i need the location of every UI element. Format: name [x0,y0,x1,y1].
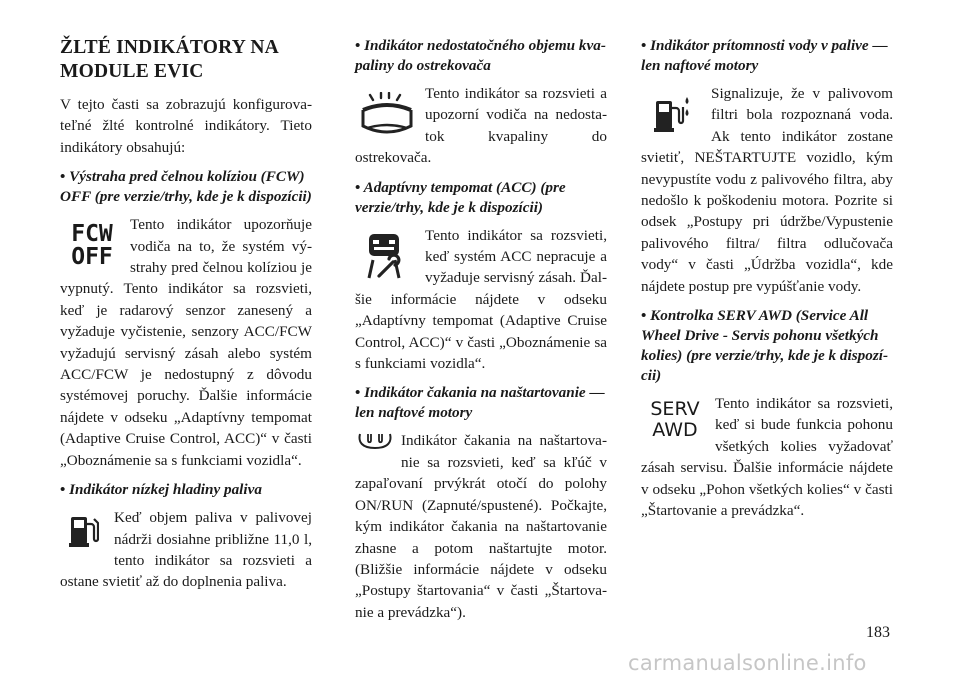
serv-awd-heading: • Kontrolka SERV AWD (Service All Wheel Drive - Servis pohonu všetkých kolies) (pre verzie/trhy, kde je k dispozícii) [641,307,889,385]
low-fuel-heading: • Indikátor nízkej hladiny paliva [60,481,262,499]
intro-text: V tejto časti sa zobrazujú konfigurovateľné žlté kontrolné indikátory. Tieto indikátory obsahujú: [60,96,312,156]
acc-heading: • Adaptívny tempomat (ACC) (pre verzie/trhy, kde je k dispozícii) [355,178,566,216]
serv-awd-icon: SERV AWD [650,398,700,442]
glow-plug-icon [355,430,395,452]
wait-start-heading: • Indikátor čakania na naštartovanie — len naftové motory [355,384,605,422]
water-in-fuel-icon [641,85,705,145]
column-middle [355,36,607,623]
column-left [60,36,312,593]
water-fuel-text: Signalizuje, že v palivovom filtri bola rozpoznaná voda. Ak tento indikátor zostane svietiť, NEŠTARTUJTE vozidlo, kým nevypustíte vodu z palivového filtra, aby nedošlo k poškodeniu motora. Pozrite si odsek „Postupy pri údržbe/Vypustenie palivového filtra/ filtra odlučovača vody“ v časti „Údržba vozidla“, kde nájdete postup pre vypúšťanie vody. [641,85,893,295]
watermark: carmanualsonline.info [628,651,867,675]
acc-text: Tento indikátor sa rozsvieti, keď systém ACC nepracuje a vyžaduje servisný zásah. Ďalšie informácie nájdete v odseku „Adaptívny tempomat (Adaptive Cruise Control, ACC)“ v časti „Oboznámenie sa s funkciami vozidla“. [355,226,607,373]
fcw-off-icon: FCW OFF [71,221,113,271]
serv-awd-text: Tento indikátor sa rozsvieti, keď si bude funkcia pohonu všetkých kolies vyžadovať zásah servisu. Ďalšie informácie nájdete v odseku „Pohon všetkých kolies“ v časti „Štartovanie a prevádzka“. [641,395,893,520]
washer-heading: • Indikátor nedostatočného objemu kvapaliny do ostrekovača [355,37,606,74]
acc-service-icon [355,227,419,287]
wait-start-text: Indikátor čakania na naštartovanie sa rozsvieti, keď sa kľúč v zapaľovaní prvýkrát otočí do polohy ON/RUN (Zapnuté/spustené). Počkajte, kým indikátor čakania na naštartovanie zhasne a potom naštartujte motor. (Bližšie informácie nájdete v odseku „Postupy štartovania“ v časti „Štartovanie a prevádzka“). [355,432,607,621]
washer-text: Tento indikátor sa rozsvieti a upozorní vodiča na nedostatok kvapaliny do ostrekovača. [355,85,607,167]
water-fuel-heading: • Indikátor prítomnosti vody v palive — len naftové motory [641,37,888,74]
fcw-heading: • Výstraha pred čelnou kolíziou (FCW) OFF (pre verzie/trhy, kde je k dispozícii) [60,168,312,206]
page-number: 183 [866,624,890,641]
section-heading: ŽLTÉ INDIKÁTORY NA MODULE EVIC [60,37,278,82]
fcw-text: Tento indikátor upozorňuje vodiča na to, že systém výstrahy pred čelnou kolíziou je vypnutý. Tento indikátor sa rozsvieti, keď je radarový senzor zanesený a vyžaduje vyčistenie, senzory ACC/FCW vyžadujú servisný zásah alebo systém ACC/FCW je nedostupný z dôvodu systémovej poruchy. Ďalšie informácie nájdete v odseku „Adaptívny tempomat (Adaptive Cruise Control, ACC)“ v časti „Oboznámenie sa s funkciami vozidla“. [60,216,312,469]
washer-fluid-icon [355,85,419,145]
low-fuel-text: Keď objem paliva v palivovej nádrži dosiahne približne 11,0 l, tento indikátor sa rozsvieti a ostane svietiť až do doplnenia paliva. [60,509,312,591]
column-right [641,36,893,522]
fuel-pump-icon [60,509,108,553]
